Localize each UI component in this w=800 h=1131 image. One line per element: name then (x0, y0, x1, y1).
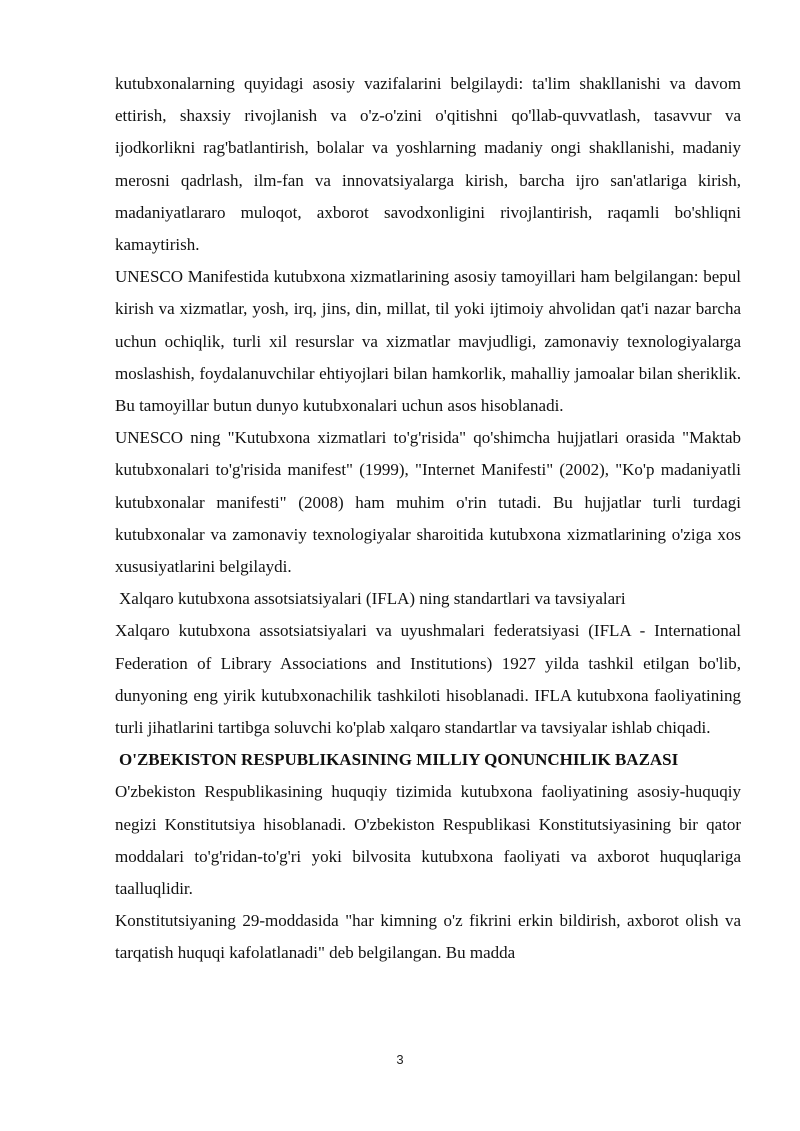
paragraph-ifla-description: Xalqaro kutubxona assotsiatsiyalari va uyushmalari federatsiyasi (IFLA - International Federation of Library Associations and Institutions) 1927 yilda tashkil etilgan bo'lib, dunyoning eng yirik kutubxonachilik tashkiloti hisoblanadi. IFLA kutubxona faoliyatining turli jihatlarini tartibga soluvchi ko'plab xalqaro standartlar va tavsiyalar ishlab chiqadi. (115, 621, 741, 738)
paragraph-unesco-principles: UNESCO Manifestida kutubxona xizmatlarining asosiy tamoyillari ham belgilangan: bepul kirish va xizmatlar, yosh, irq, jins, din, millat, til yoki ijtimoiy ahvolidan qat'i nazar barcha uchun ochiqlik, turli xil resurslar va xizmatlar mavjudligi, zamonaviy texnologiyalarga moslashish, foydalanuvchilar ehtiyojlari bilan hamkorlik, mahalliy jamoalar bilan sheriklik. Bu tamoyillar butun dunyo kutubxonalari uchun asos hisoblanadi. (115, 267, 741, 416)
paragraph-unesco-documents: UNESCO ning "Kutubxona xizmatlari to'g'risida" qo'shimcha hujjatlari orasida "Maktab kutubxonalari to'g'risida manifest" (1999), "Internet Manifesti" (2002), "Ko'p madaniyatli kutubxonalar manifesti" (2008) ham muhim o'rin tutadi. Bu hujjatlar turli turdagi kutubxonalar va zamonaviy texnologiyalar sharoitida kutubxona xizmatlarining o'ziga xos xususiyatlarini belgilaydi. (115, 428, 741, 577)
subheading-ifla-standards: Xalqaro kutubxona assotsiatsiyalari (IFLA) ning standartlari va tavsiyalari (119, 589, 626, 609)
page-number: 3 (396, 1052, 404, 1067)
paragraph-constitution: O'zbekiston Respublikasining huquqiy tizimida kutubxona faoliyatining asosiy-huquqiy negizi Konstitutsiya hisoblanadi. O'zbekiston Respublikasi Konstitutsiyasining bir qator moddalari to'g'ridan-to'g'ri yoki bilvosita kutubxona faoliyati va axborot huquqlariga taalluqlidir. (115, 782, 741, 899)
document-page (115, 68, 741, 970)
paragraph-library-tasks: kutubxonalarning quyidagi asosiy vazifalarini belgilaydi: ta'lim shakllanishi va davom ettirish, shaxsiy rivojlanish va o'z-o'zini o'qitishni qo'llab-quvvatlash, tasavvur va ijodkorlikni rag'batlantirish, bolalar va yoshlarning madaniy ongi shakllanishi, madaniy merosni qadrlash, ilm-fan va innovatsiyalarga kirish, barcha ijro san'atlariga kirish, madaniyatlararo muloqot, axborot savodxonligini rivojlantirish, raqamli bo'shliqni kamaytirish. (115, 74, 741, 255)
section-heading: O'ZBEKISTON RESPUBLIKASINING MILLIY QONUNCHILIK BAZASI (119, 750, 679, 770)
paragraph-article-29: Konstitutsiyaning 29-moddasida "har kimning o'z fikrini erkin bildirish, axborot olish va tarqatish huquqi kafolatlanadi" deb belgilangan. Bu madda (115, 911, 741, 963)
